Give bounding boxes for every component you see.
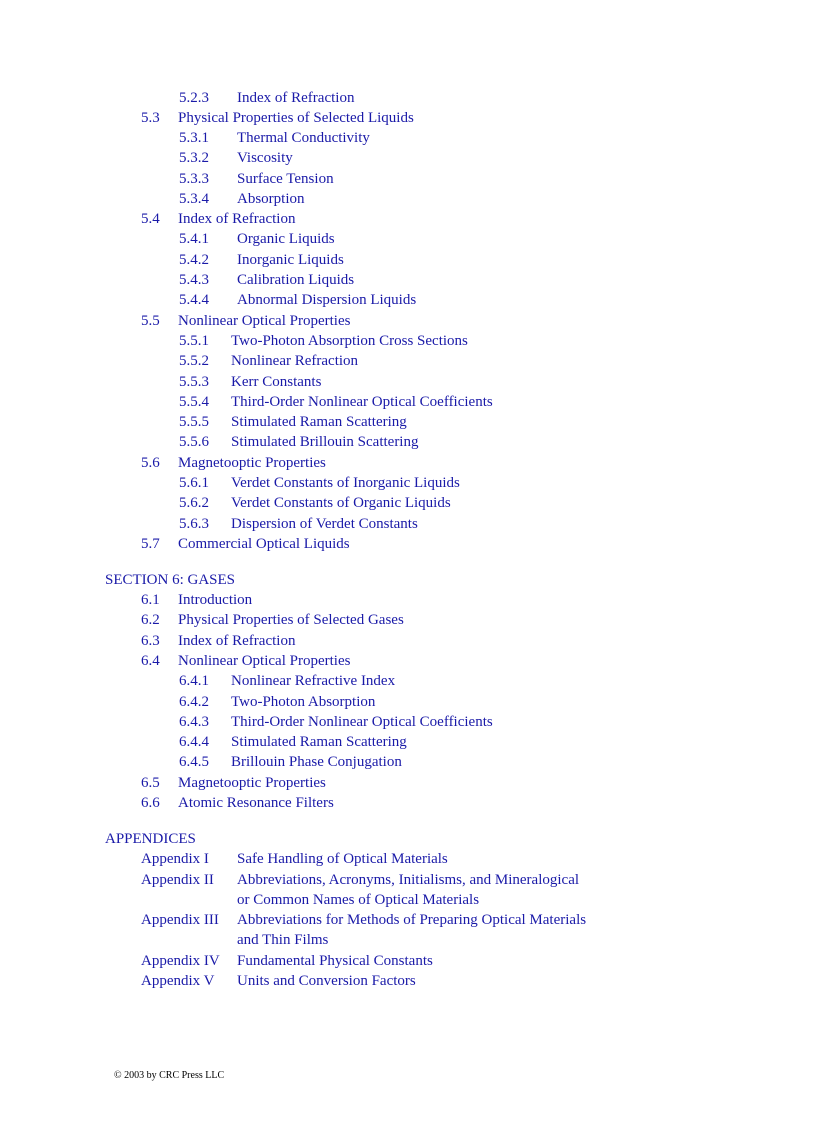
toc-entry-5-4-1[interactable] — [179, 229, 335, 249]
entry-number: 6.4.3 — [179, 714, 209, 730]
entry-title: Verdet Constants of Organic Liquids — [231, 495, 451, 511]
entry-title: Calibration Liquids — [237, 272, 355, 288]
toc-entry-6-3[interactable] — [141, 631, 295, 651]
entry-number: 5.6.1 — [179, 475, 209, 491]
toc-entry-5-6[interactable] — [141, 453, 326, 473]
entry-number: 6.1 — [141, 592, 160, 608]
toc-entry-5-6-2[interactable] — [179, 493, 451, 513]
toc-appendix-iv[interactable] — [141, 951, 433, 971]
entry-title: Nonlinear Refraction — [231, 353, 359, 369]
toc-entry-6-4-1[interactable] — [179, 671, 395, 691]
toc-entry-5-5-3[interactable] — [179, 372, 321, 392]
appendix-number: Appendix I — [141, 851, 209, 867]
entry-number: 6.2 — [141, 612, 160, 628]
entry-number: 5.5.6 — [179, 434, 209, 450]
toc-entry-5-3-4[interactable] — [179, 189, 305, 209]
entry-title: Inorganic Liquids — [237, 252, 344, 268]
entry-title: Two-Photon Absorption — [231, 694, 376, 710]
entry-title: Physical Properties of Selected Gases — [178, 612, 404, 628]
entry-number: 5.5 — [141, 313, 160, 329]
toc-appendix-i[interactable] — [141, 849, 448, 869]
entry-number: 5.4.2 — [179, 252, 209, 268]
entry-number: 6.4.2 — [179, 694, 209, 710]
toc-entry-5-5-2[interactable] — [179, 351, 358, 371]
toc-entry-6-6[interactable] — [141, 793, 334, 813]
entry-number: 5.4.3 — [179, 272, 209, 288]
entry-title: Third-Order Nonlinear Optical Coefficients — [231, 714, 493, 730]
appendices-heading[interactable]: APPENDICES — [105, 831, 196, 847]
entry-title: Third-Order Nonlinear Optical Coefficients — [231, 394, 493, 410]
entry-number: 6.3 — [141, 633, 160, 649]
entry-number: 6.4.1 — [179, 673, 209, 689]
entry-title: Stimulated Raman Scattering — [231, 734, 407, 750]
entry-title: Atomic Resonance Filters — [178, 795, 334, 811]
appendix-title: Units and Conversion Factors — [237, 973, 416, 989]
entry-title: Surface Tension — [237, 171, 334, 187]
entry-title: Absorption — [237, 191, 305, 207]
toc-entry-5-4-3[interactable] — [179, 270, 354, 290]
entry-number: 5.5.2 — [179, 353, 209, 369]
entry-title: Thermal Conductivity — [237, 130, 370, 146]
toc-entry-6-4-2[interactable] — [179, 692, 375, 712]
appendix-number: Appendix II — [141, 872, 214, 888]
entry-title: Magnetooptic Properties — [178, 455, 326, 471]
entry-number: 5.6.3 — [179, 516, 209, 532]
entry-number: 5.5.1 — [179, 333, 209, 349]
entry-number: 5.3 — [141, 110, 160, 126]
appendix-title: Fundamental Physical Constants — [237, 953, 433, 969]
entry-title: Organic Liquids — [237, 231, 335, 247]
entry-title: Physical Properties of Selected Liquids — [178, 110, 414, 126]
entry-number: 5.3.4 — [179, 191, 209, 207]
entry-number: 6.6 — [141, 795, 160, 811]
entry-title: Stimulated Raman Scattering — [231, 414, 407, 430]
toc-entry-5-4-4[interactable] — [179, 290, 416, 310]
entry-number: 6.4.4 — [179, 734, 209, 750]
toc-entry-5-3-3[interactable] — [179, 169, 334, 189]
entry-title: Verdet Constants of Inorganic Liquids — [231, 475, 460, 491]
entry-number: 5.5.3 — [179, 374, 209, 390]
toc-entry-6-5[interactable] — [141, 773, 326, 793]
entry-number: 5.6 — [141, 455, 160, 471]
entry-title: Nonlinear Refractive Index — [231, 673, 396, 689]
entry-title: Index of Refraction — [178, 633, 296, 649]
entry-number: 5.2.3 — [179, 90, 209, 106]
toc-appendix-iii[interactable] — [141, 910, 586, 930]
toc-appendix-ii-continued[interactable]: or Common Names of Optical Materials — [237, 892, 480, 908]
entry-number: 5.4.4 — [179, 292, 209, 308]
toc-entry-5-5[interactable] — [141, 311, 350, 331]
toc-entry-6-4-3[interactable] — [179, 712, 493, 732]
appendix-title: Abbreviations for Methods of Preparing Optical Materials — [237, 912, 587, 928]
appendix-title: Abbreviations, Acronyms, Initialisms, and Mineralogical — [237, 872, 580, 888]
toc-appendix-v[interactable] — [141, 971, 416, 991]
toc-entry-5-5-5[interactable] — [179, 412, 407, 432]
toc-entry-6-4-5[interactable] — [179, 752, 402, 772]
toc-entry-5-4[interactable] — [141, 209, 295, 229]
entry-title: Index of Refraction — [237, 90, 355, 106]
toc-entry-6-1[interactable] — [141, 590, 252, 610]
entry-number: 6.5 — [141, 775, 160, 791]
toc-entry-6-4[interactable] — [141, 651, 350, 671]
entry-number: 5.7 — [141, 536, 160, 552]
toc-entry-5-2-3[interactable] — [179, 88, 354, 108]
toc-entry-6-4-4[interactable] — [179, 732, 407, 752]
toc-entry-5-6-3[interactable] — [179, 514, 418, 534]
entry-title: Kerr Constants — [231, 374, 322, 390]
entry-title: Stimulated Brillouin Scattering — [231, 434, 419, 450]
entry-title: Brillouin Phase Conjugation — [231, 754, 402, 770]
copyright-footer: © 2003 by CRC Press LLC — [114, 1070, 225, 1081]
toc-appendix-iii-continued[interactable]: and Thin Films — [237, 932, 329, 948]
toc-entry-5-4-2[interactable] — [179, 250, 344, 270]
entry-number: 5.3.2 — [179, 150, 209, 166]
entry-title: Dispersion of Verdet Constants — [231, 516, 418, 532]
entry-title: Two-Photon Absorption Cross Sections — [231, 333, 468, 349]
toc-entry-5-7[interactable] — [141, 534, 350, 554]
appendix-number: Appendix V — [141, 973, 215, 989]
section-6-heading[interactable]: SECTION 6: GASES — [105, 572, 236, 588]
appendix-number: Appendix III — [141, 912, 219, 928]
entry-number: 6.4 — [141, 653, 160, 669]
entry-title: Nonlinear Optical Properties — [178, 313, 351, 329]
entry-number: 5.4 — [141, 211, 160, 227]
toc-entry-5-5-4[interactable] — [179, 392, 493, 412]
entry-title: Abnormal Dispersion Liquids — [237, 292, 417, 308]
entry-title: Index of Refraction — [178, 211, 296, 227]
entry-title: Introduction — [178, 592, 253, 608]
entry-title: Viscosity — [237, 150, 293, 166]
toc-entry-5-5-6[interactable] — [179, 432, 418, 452]
entry-number: 5.3.1 — [179, 130, 209, 146]
entry-number: 5.6.2 — [179, 495, 209, 511]
toc-entry-5-5-1[interactable] — [179, 331, 468, 351]
entry-title: Nonlinear Optical Properties — [178, 653, 351, 669]
entry-number: 5.4.1 — [179, 231, 209, 247]
entry-number: 5.5.5 — [179, 414, 209, 430]
toc-appendix-ii[interactable] — [141, 870, 579, 890]
toc-entry-5-6-1[interactable] — [179, 473, 460, 493]
entry-title: Commercial Optical Liquids — [178, 536, 350, 552]
entry-number: 6.4.5 — [179, 754, 209, 770]
toc-entry-5-3[interactable] — [141, 108, 414, 128]
appendix-title: Safe Handling of Optical Materials — [237, 851, 448, 867]
toc-entry-6-2[interactable] — [141, 610, 404, 630]
toc-entry-5-3-1[interactable] — [179, 128, 370, 148]
entry-title: Magnetooptic Properties — [178, 775, 326, 791]
entry-number: 5.3.3 — [179, 171, 209, 187]
entry-number: 5.5.4 — [179, 394, 209, 410]
appendix-number: Appendix IV — [141, 953, 220, 969]
toc-entry-5-3-2[interactable] — [179, 148, 293, 168]
